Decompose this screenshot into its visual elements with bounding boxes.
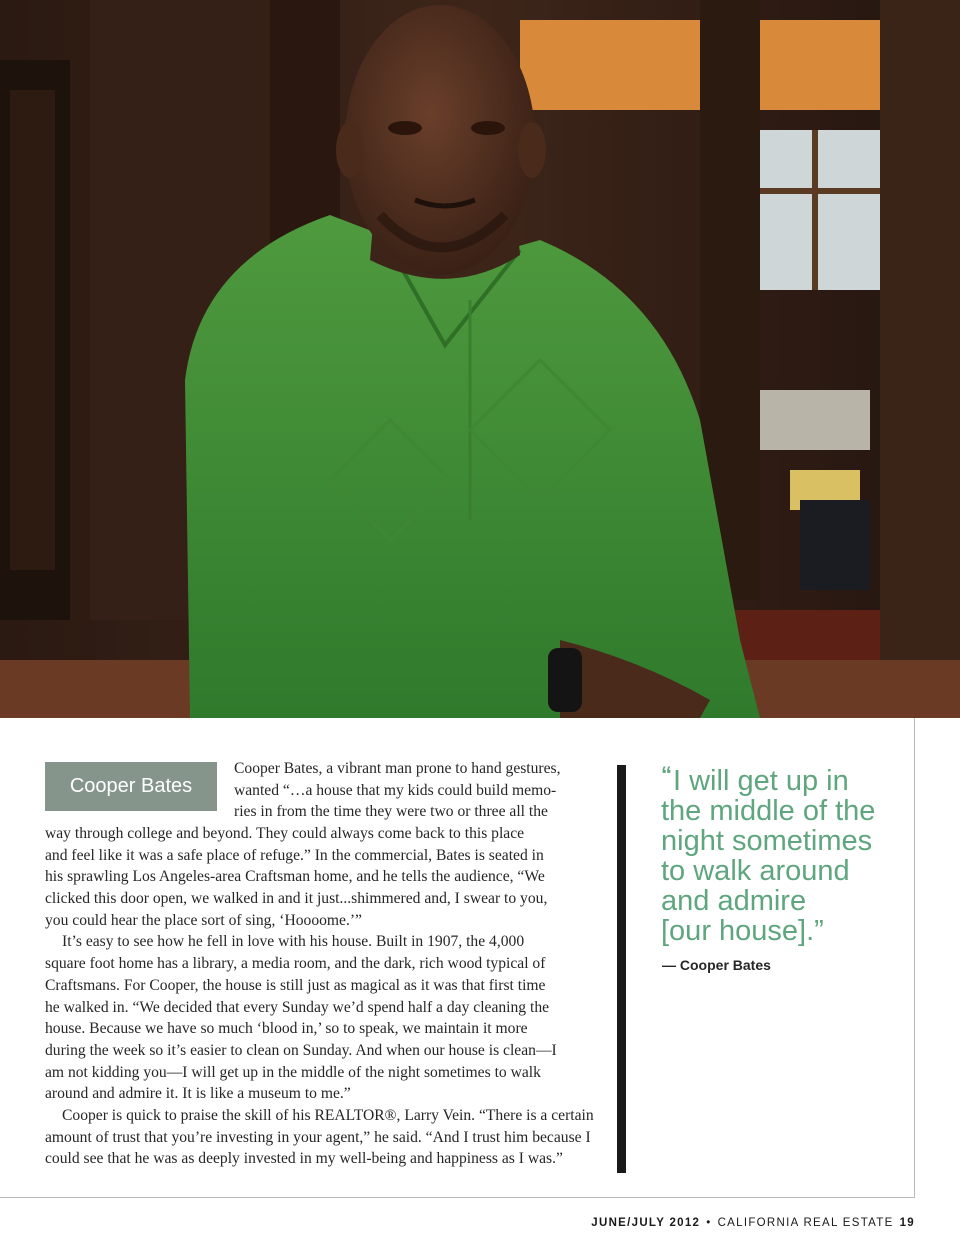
quote-attribution: — Cooper Bates <box>662 957 771 973</box>
body-line: Cooper is quick to praise the skill of his REALTOR®, Larry Vein. “There is a certain <box>62 1106 594 1124</box>
quote-line: [our house].” <box>661 915 824 947</box>
body-line: clicked this door open, we walked in and it just...shimmered and, I swear to you, <box>45 890 548 908</box>
body-line: during the week so it’s easier to clean on Sunday. And when our house is clean—I <box>45 1041 557 1059</box>
body-line: he walked in. “We decided that every Sunday we’d spend half a day cleaning the <box>45 998 550 1016</box>
body-line: house. Because we have so much ‘blood in,’ so to speak, we maintain it more <box>45 1020 528 1038</box>
body-line: am not kidding you—I will get up in the middle of the night sometimes to walk <box>45 1063 541 1081</box>
body-line: way through college and beyond. They could always come back to this place <box>45 825 525 842</box>
intro-line: Cooper Bates, a vibrant man prone to hand gestures, <box>234 760 561 777</box>
name-tag: Cooper Bates <box>45 762 217 811</box>
page-footer <box>591 1217 915 1229</box>
body-line: you could hear the place sort of sing, ‘Hoooome.’” <box>45 911 362 929</box>
quote-line: night sometimes <box>661 825 873 857</box>
body-line: amount of trust that you’re investing in your agent,” he said. “And I trust him because I <box>45 1128 591 1146</box>
intro-line: ries in from the time they were two or three all the <box>234 803 548 821</box>
body-line: could see that he was as deeply invested in my well-being and happiness as I was.” <box>45 1150 563 1168</box>
quote-bar <box>617 765 626 1173</box>
article-intro <box>234 758 561 823</box>
body-line: his sprawling Los Angeles-area Craftsman home, and he tells the audience, “We <box>45 868 545 886</box>
quote-line: I will get up in <box>673 765 849 797</box>
body-line: around and admire it. It is like a museum to me.” <box>45 1085 351 1103</box>
footer-magazine: CALIFORNIA REAL ESTATE <box>717 1217 894 1229</box>
quote-line: and admire <box>661 885 807 917</box>
frame-rule-bottom <box>0 1197 915 1198</box>
body-line: and feel like it was a safe place of refuge.” In the commercial, Bates is seated in <box>45 846 544 864</box>
footer-bullet: • <box>706 1217 712 1229</box>
intro-line: wanted “…a house that my kids could build memo- <box>234 781 557 799</box>
page-number: 19 <box>899 1217 915 1229</box>
quote-open-mark: “ <box>661 762 672 787</box>
article-body <box>45 823 594 1170</box>
pull-quote <box>661 760 875 946</box>
quote-line: to walk around <box>661 855 850 887</box>
footer-issue: JUNE/JULY 2012 <box>591 1217 701 1229</box>
body-line: Craftsmans. For Cooper, the house is still just as magical as it was that first time <box>45 976 546 994</box>
frame-rule-right <box>914 718 915 1198</box>
quote-line: the middle of the <box>661 795 876 827</box>
body-line: square foot home has a library, a media room, and the dark, rich wood typical of <box>45 955 546 973</box>
body-line: It’s easy to see how he fell in love with his house. Built in 1907, the 4,000 <box>62 933 525 951</box>
